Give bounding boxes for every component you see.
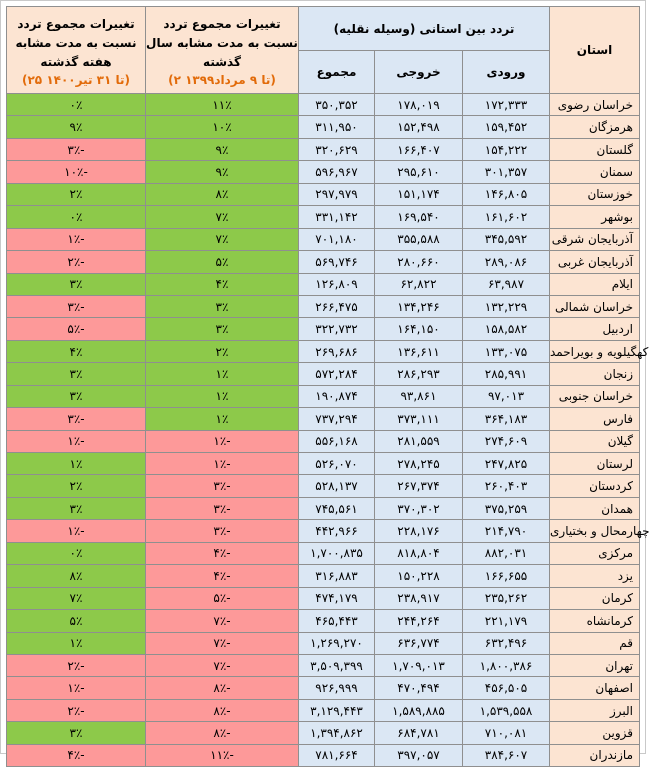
province-cell: قزوین [550, 722, 640, 744]
year-change-cell: ۸٪- [146, 699, 299, 721]
province-cell: آذربایجان غربی [550, 251, 640, 273]
year-change-cell: ۹٪ [146, 138, 299, 160]
in-cell: ۲۷۴,۶۰۹ [463, 430, 550, 452]
in-cell: ۲۴۷,۸۲۵ [463, 453, 550, 475]
out-cell: ۳۷۰,۳۰۲ [375, 497, 463, 519]
total-cell: ۹۲۶,۹۹۹ [299, 677, 375, 699]
table-row [7, 340, 640, 362]
out-cell: ۶۳۶,۷۷۴ [375, 632, 463, 654]
total-cell: ۳,۵۰۹,۳۹۹ [299, 654, 375, 676]
week-change-cell: ۱٪ [7, 632, 146, 654]
week-change-cell: ۵٪- [7, 318, 146, 340]
in-cell: ۸۸۲,۰۳۱ [463, 542, 550, 564]
out-cell: ۱۵۰,۲۲۸ [375, 565, 463, 587]
in-cell: ۱۵۴,۲۲۲ [463, 138, 550, 160]
province-cell: کردستان [550, 475, 640, 497]
table-row [7, 206, 640, 228]
total-cell: ۵۷۲,۲۸۴ [299, 363, 375, 385]
province-cell: یزد [550, 565, 640, 587]
year-change-cell: ۷٪ [146, 228, 299, 250]
out-cell: ۲۷۸,۲۴۵ [375, 453, 463, 475]
in-cell: ۲۲۱,۱۷۹ [463, 610, 550, 632]
province-cell: اصفهان [550, 677, 640, 699]
week-range: (۲۵ تا ۳۱ تیر۱۴۰۰) [22, 73, 130, 87]
in-cell: ۱۳۳,۰۷۵ [463, 340, 550, 362]
week-change-cell: ۱٪- [7, 677, 146, 699]
table-row [7, 744, 640, 766]
week-change-cell: ۳٪ [7, 722, 146, 744]
province-cell: کرمانشاه [550, 610, 640, 632]
table-row [7, 273, 640, 295]
week-change-cell: ۱٪- [7, 228, 146, 250]
week-change-cell: ۳٪ [7, 273, 146, 295]
year-change-cell: ۴٪- [146, 542, 299, 564]
year-change-cell: ۹٪ [146, 161, 299, 183]
week-change-cell: ۲٪ [7, 475, 146, 497]
year-change-title: تغییرات مجموع تردد نسبت به مدت مشابه سال گذشته [146, 17, 298, 69]
table-row [7, 453, 640, 475]
week-change-cell: ۳٪- [7, 138, 146, 160]
in-cell: ۱۵۸,۵۸۲ [463, 318, 550, 340]
total-cell: ۵۵۶,۱۶۸ [299, 430, 375, 452]
year-change-cell: ۳٪ [146, 318, 299, 340]
week-change-cell: ۴٪- [7, 744, 146, 766]
week-change-cell: ۵٪ [7, 610, 146, 632]
province-cell: چهارمحال و بختیاری [550, 520, 640, 542]
week-change-cell: ۲٪- [7, 699, 146, 721]
total-cell: ۳۱۶,۸۸۳ [299, 565, 375, 587]
out-cell: ۳۹۷,۰۵۷ [375, 744, 463, 766]
out-cell: ۹۳,۸۶۱ [375, 385, 463, 407]
total-cell: ۲۶۶,۴۷۵ [299, 295, 375, 317]
out-cell: ۶۲,۸۲۲ [375, 273, 463, 295]
week-change-cell: ۱٪- [7, 520, 146, 542]
table-row [7, 520, 640, 542]
total-cell: ۴۶۵,۴۴۳ [299, 610, 375, 632]
year-range: (۲ تا ۹ مرداد۱۳۹۹) [168, 73, 276, 87]
year-change-cell: ۷٪- [146, 610, 299, 632]
year-change-cell: ۸٪ [146, 183, 299, 205]
table-row [7, 699, 640, 721]
province-cell: کهگیلویه و بویراحمد [550, 340, 640, 362]
week-change-cell: ۸٪ [7, 565, 146, 587]
total-cell: ۵۶۹,۷۴۶ [299, 251, 375, 273]
out-cell: ۳۷۳,۱۱۱ [375, 408, 463, 430]
out-cell: ۲۶۷,۳۷۴ [375, 475, 463, 497]
week-change-title: تغییرات مجموع تردد نسبت به مدت مشابه هفته گذشته [15, 17, 137, 69]
total-cell: ۷۴۵,۵۶۱ [299, 497, 375, 519]
total-cell: ۳۲۰,۶۲۹ [299, 138, 375, 160]
in-cell: ۶۳,۹۸۷ [463, 273, 550, 295]
total-cell: ۵۲۶,۰۷۰ [299, 453, 375, 475]
province-cell: کرمان [550, 587, 640, 609]
table-row [7, 408, 640, 430]
table-row [7, 497, 640, 519]
in-cell: ۱۷۲,۳۳۳ [463, 94, 550, 116]
province-cell: گیلان [550, 430, 640, 452]
total-cell: ۴۷۴,۱۷۹ [299, 587, 375, 609]
province-cell: خراسان رضوی [550, 94, 640, 116]
week-change-cell: ۳٪ [7, 497, 146, 519]
province-cell: آذربایجان شرقی [550, 228, 640, 250]
total-cell: ۷۰۱,۱۸۰ [299, 228, 375, 250]
in-cell: ۲۸۹,۰۸۶ [463, 251, 550, 273]
out-cell: ۳۵۵,۵۸۸ [375, 228, 463, 250]
year-change-cell: ۸٪- [146, 677, 299, 699]
in-cell: ۳۸۴,۶۰۷ [463, 744, 550, 766]
in-cell: ۲۶۰,۴۰۳ [463, 475, 550, 497]
in-cell: ۱۶۱,۶۰۲ [463, 206, 550, 228]
year-change-cell: ۸٪- [146, 722, 299, 744]
week-change-header [7, 7, 146, 94]
table-row [7, 587, 640, 609]
province-cell: لرستان [550, 453, 640, 475]
group-header: تردد بین استانی (وسیله نقلیه) [299, 7, 550, 51]
week-change-cell: ۲٪- [7, 654, 146, 676]
province-cell: همدان [550, 497, 640, 519]
out-cell: ۲۸۱,۵۵۹ [375, 430, 463, 452]
table-row [7, 161, 640, 183]
year-change-cell: ۳٪- [146, 497, 299, 519]
table-row [7, 677, 640, 699]
year-change-cell: ۷٪ [146, 206, 299, 228]
total-cell: ۳۳۱,۱۴۲ [299, 206, 375, 228]
week-change-cell: ۲٪- [7, 251, 146, 273]
table-row [7, 385, 640, 407]
in-cell: ۴۵۶,۵۰۵ [463, 677, 550, 699]
year-change-cell: ۲٪ [146, 340, 299, 362]
total-cell: ۳۱۱,۹۵۰ [299, 116, 375, 138]
table-row [7, 430, 640, 452]
in-cell: ۹۷,۰۱۳ [463, 385, 550, 407]
year-change-cell: ۵٪ [146, 251, 299, 273]
out-cell: ۴۷۰,۴۹۴ [375, 677, 463, 699]
year-change-cell: ۱۰٪ [146, 116, 299, 138]
in-cell: ۲۸۵,۹۹۱ [463, 363, 550, 385]
province-cell: بوشهر [550, 206, 640, 228]
out-cell: ۸۱۸,۸۰۴ [375, 542, 463, 564]
out-header: خروجی [375, 51, 463, 94]
out-cell: ۱۵۲,۴۹۸ [375, 116, 463, 138]
out-cell: ۲۸۶,۲۹۳ [375, 363, 463, 385]
out-cell: ۶۸۴,۷۸۱ [375, 722, 463, 744]
week-change-cell: ۳٪- [7, 408, 146, 430]
year-change-cell: ۵٪- [146, 587, 299, 609]
table-row [7, 138, 640, 160]
out-cell: ۲۸۰,۶۶۰ [375, 251, 463, 273]
week-change-cell: ۷٪ [7, 587, 146, 609]
in-cell: ۷۱۰,۰۸۱ [463, 722, 550, 744]
traffic-table [6, 6, 650, 767]
table-row [7, 654, 640, 676]
year-change-cell: ۱۱٪- [146, 744, 299, 766]
in-cell: ۱۵۹,۴۵۲ [463, 116, 550, 138]
year-change-cell: ۷٪- [146, 654, 299, 676]
out-cell: ۲۹۵,۶۱۰ [375, 161, 463, 183]
year-change-cell: ۱٪ [146, 363, 299, 385]
table-row [7, 565, 640, 587]
in-cell: ۱۳۲,۲۲۹ [463, 295, 550, 317]
in-cell: ۶۳۲,۴۹۶ [463, 632, 550, 654]
out-cell: ۲۲۸,۱۷۶ [375, 520, 463, 542]
out-cell: ۱,۷۰۹,۰۱۳ [375, 654, 463, 676]
week-change-cell: ۳٪ [7, 363, 146, 385]
total-cell: ۱,۲۶۹,۲۷۰ [299, 632, 375, 654]
total-header: مجموع [299, 51, 375, 94]
week-change-cell: ۳٪ [7, 385, 146, 407]
province-cell: البرز [550, 699, 640, 721]
table-row [7, 610, 640, 632]
total-cell: ۷۳۷,۲۹۴ [299, 408, 375, 430]
year-change-cell: ۱٪ [146, 408, 299, 430]
province-cell: فارس [550, 408, 640, 430]
year-change-cell: ۳٪- [146, 520, 299, 542]
province-cell: مرکزی [550, 542, 640, 564]
in-cell: ۲۳۵,۲۶۲ [463, 587, 550, 609]
out-cell: ۲۳۸,۹۱۷ [375, 587, 463, 609]
in-cell: ۳۶۴,۱۸۳ [463, 408, 550, 430]
table-row [7, 116, 640, 138]
table-row [7, 475, 640, 497]
in-cell: ۳۷۵,۲۵۹ [463, 497, 550, 519]
out-cell: ۲۴۴,۲۶۴ [375, 610, 463, 632]
province-cell: گلستان [550, 138, 640, 160]
total-cell: ۳۵۰,۳۵۲ [299, 94, 375, 116]
table-row [7, 228, 640, 250]
province-cell: ایلام [550, 273, 640, 295]
total-cell: ۵۹۶,۹۶۷ [299, 161, 375, 183]
week-change-cell: ۳٪- [7, 295, 146, 317]
year-change-cell: ۳٪ [146, 295, 299, 317]
week-change-cell: ۱٪ [7, 453, 146, 475]
province-header: استان [550, 7, 640, 94]
province-cell: اردبیل [550, 318, 640, 340]
in-cell: ۱۴۶,۸۰۵ [463, 183, 550, 205]
in-cell: ۱,۸۰۰,۳۸۶ [463, 654, 550, 676]
total-cell: ۳۲۲,۷۳۲ [299, 318, 375, 340]
province-cell: قم [550, 632, 640, 654]
year-change-cell: ۱٪- [146, 430, 299, 452]
week-change-cell: ۱٪- [7, 430, 146, 452]
total-cell: ۲۹۷,۹۷۹ [299, 183, 375, 205]
out-cell: ۱۶۶,۴۰۷ [375, 138, 463, 160]
table-row [7, 363, 640, 385]
table-row [7, 94, 640, 116]
out-cell: ۱۵۱,۱۷۴ [375, 183, 463, 205]
total-cell: ۳,۱۲۹,۴۴۳ [299, 699, 375, 721]
out-cell: ۱۶۹,۵۴۰ [375, 206, 463, 228]
total-cell: ۱,۳۹۴,۸۶۲ [299, 722, 375, 744]
out-cell: ۱۳۴,۲۴۶ [375, 295, 463, 317]
year-change-cell: ۴٪ [146, 273, 299, 295]
year-change-cell: ۷٪- [146, 632, 299, 654]
province-cell: هرمزگان [550, 116, 640, 138]
total-cell: ۱۲۶,۸۰۹ [299, 273, 375, 295]
year-change-cell: ۱۱٪ [146, 94, 299, 116]
out-cell: ۱,۵۸۹,۸۸۵ [375, 699, 463, 721]
in-cell: ۲۱۴,۷۹۰ [463, 520, 550, 542]
out-cell: ۱۶۴,۱۵۰ [375, 318, 463, 340]
in-cell: ۱۶۶,۶۵۵ [463, 565, 550, 587]
table-row [7, 318, 640, 340]
week-change-cell: ۰٪ [7, 94, 146, 116]
in-cell: ۳۴۵,۵۹۲ [463, 228, 550, 250]
province-cell: خوزستان [550, 183, 640, 205]
table-row [7, 295, 640, 317]
year-change-cell: ۱٪ [146, 385, 299, 407]
table-row [7, 251, 640, 273]
total-cell: ۵۲۸,۱۳۷ [299, 475, 375, 497]
table-row [7, 542, 640, 564]
out-cell: ۱۳۶,۶۱۱ [375, 340, 463, 362]
week-change-cell: ۴٪ [7, 340, 146, 362]
province-cell: خراسان شمالی [550, 295, 640, 317]
in-cell: ۱,۵۳۹,۵۵۸ [463, 699, 550, 721]
province-cell: خراسان جنوبی [550, 385, 640, 407]
province-cell: تهران [550, 654, 640, 676]
table-row [7, 632, 640, 654]
table-row [7, 722, 640, 744]
year-change-header [146, 7, 299, 94]
week-change-cell: ۰٪ [7, 206, 146, 228]
province-cell: سمنان [550, 161, 640, 183]
province-cell: مازندران [550, 744, 640, 766]
table-row [7, 183, 640, 205]
total-cell: ۷۸۱,۶۶۴ [299, 744, 375, 766]
week-change-cell: ۹٪ [7, 116, 146, 138]
week-change-cell: ۲٪ [7, 183, 146, 205]
total-cell: ۱,۷۰۰,۸۳۵ [299, 542, 375, 564]
week-change-cell: ۰٪ [7, 542, 146, 564]
year-change-cell: ۳٪- [146, 475, 299, 497]
year-change-cell: ۱٪- [146, 453, 299, 475]
in-cell: ۳۰۱,۳۵۷ [463, 161, 550, 183]
year-change-cell: ۴٪- [146, 565, 299, 587]
in-header: ورودی [463, 51, 550, 94]
total-cell: ۲۶۹,۶۸۶ [299, 340, 375, 362]
total-cell: ۱۹۰,۸۷۴ [299, 385, 375, 407]
total-cell: ۴۴۲,۹۶۶ [299, 520, 375, 542]
province-cell: زنجان [550, 363, 640, 385]
week-change-cell: ۱۰٪- [7, 161, 146, 183]
out-cell: ۱۷۸,۰۱۹ [375, 94, 463, 116]
